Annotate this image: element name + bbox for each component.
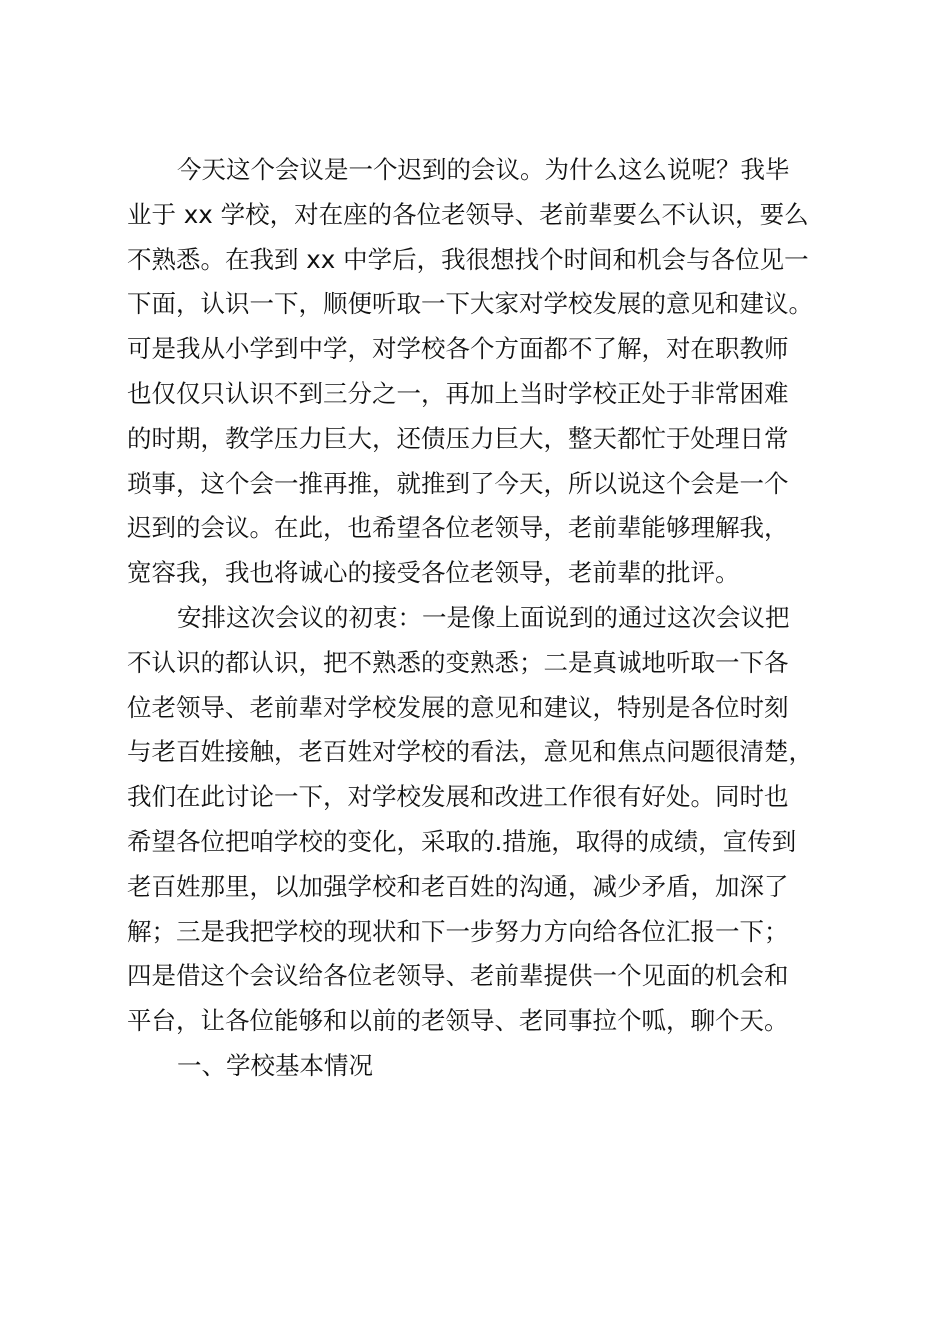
paragraph-2 bbox=[127, 596, 827, 1044]
paragraph-line: 希望各位把咱学校的变化，采取的.措施，取得的成绩，宣传到 bbox=[127, 826, 797, 856]
paragraph-line: 宽容我，我也将诚心的接受各位老领导，老前辈的批评。 bbox=[127, 558, 740, 588]
section-heading: 一、学校基本情况 bbox=[177, 1050, 373, 1080]
paragraph-line: 迟到的会议。在此，也希望各位老领导，老前辈能够理解我， bbox=[127, 513, 789, 543]
paragraph-line: 四是借这个会议给各位老领导、老前辈提供一个见面的机会和 bbox=[127, 961, 789, 991]
paragraph-line: 安排这次会议的初衷：一是像上面说到的通过这次会议把 bbox=[177, 602, 790, 632]
paragraph-line: 的时期，教学压力巨大，还债压力巨大，整天都忙于处理日常 bbox=[127, 423, 789, 453]
paragraph-line: 平台，让各位能够和以前的老领导、老同事拉个呱，聊个天。 bbox=[127, 1006, 789, 1036]
paragraph-line: 与老百姓接触，老百姓对学校的看法，意见和焦点问题很清楚， bbox=[127, 737, 813, 767]
paragraph-line: 我们在此讨论一下，对学校发展和改进工作很有好处。同时也 bbox=[127, 782, 789, 812]
paragraph-line: 位老领导、老前辈对学校发展的意见和建议，特别是各位时刻 bbox=[127, 692, 789, 722]
paragraph-line: 解；三是我把学校的现状和下一步努力方向给各位汇报一下； bbox=[127, 916, 789, 946]
paragraph-1 bbox=[127, 148, 827, 596]
paragraph-line: 老百姓那里，以加强学校和老百姓的沟通，减少矛盾，加深了 bbox=[127, 871, 789, 901]
paragraph-line: 下面，认识一下，顺便听取一下大家对学校发展的意见和建议。 bbox=[127, 289, 813, 319]
paragraph-line: 业于 xx 学校，对在座的各位老领导、老前辈要么不认识，要么 bbox=[127, 199, 809, 229]
paragraph-line: 不熟悉。在我到 xx 中学后，我很想找个时间和机会与各位见一 bbox=[127, 244, 809, 274]
paragraph-line: 不认识的都认识，把不熟悉的变熟悉；二是真诚地听取一下各 bbox=[127, 647, 789, 677]
paragraph-line: 可是我从小学到中学，对学校各个方面都不了解，对在职教师 bbox=[127, 334, 789, 364]
document-body bbox=[127, 148, 827, 1089]
paragraph-line: 琐事，这个会一推再推，就推到了今天，所以说这个会是一个 bbox=[127, 468, 789, 498]
paragraph-line: 也仅仅只认识不到三分之一，再加上当时学校正处于非常困难 bbox=[127, 378, 789, 408]
paragraph-line: 今天这个会议是一个迟到的会议。为什么这么说呢？我毕 bbox=[177, 155, 790, 184]
